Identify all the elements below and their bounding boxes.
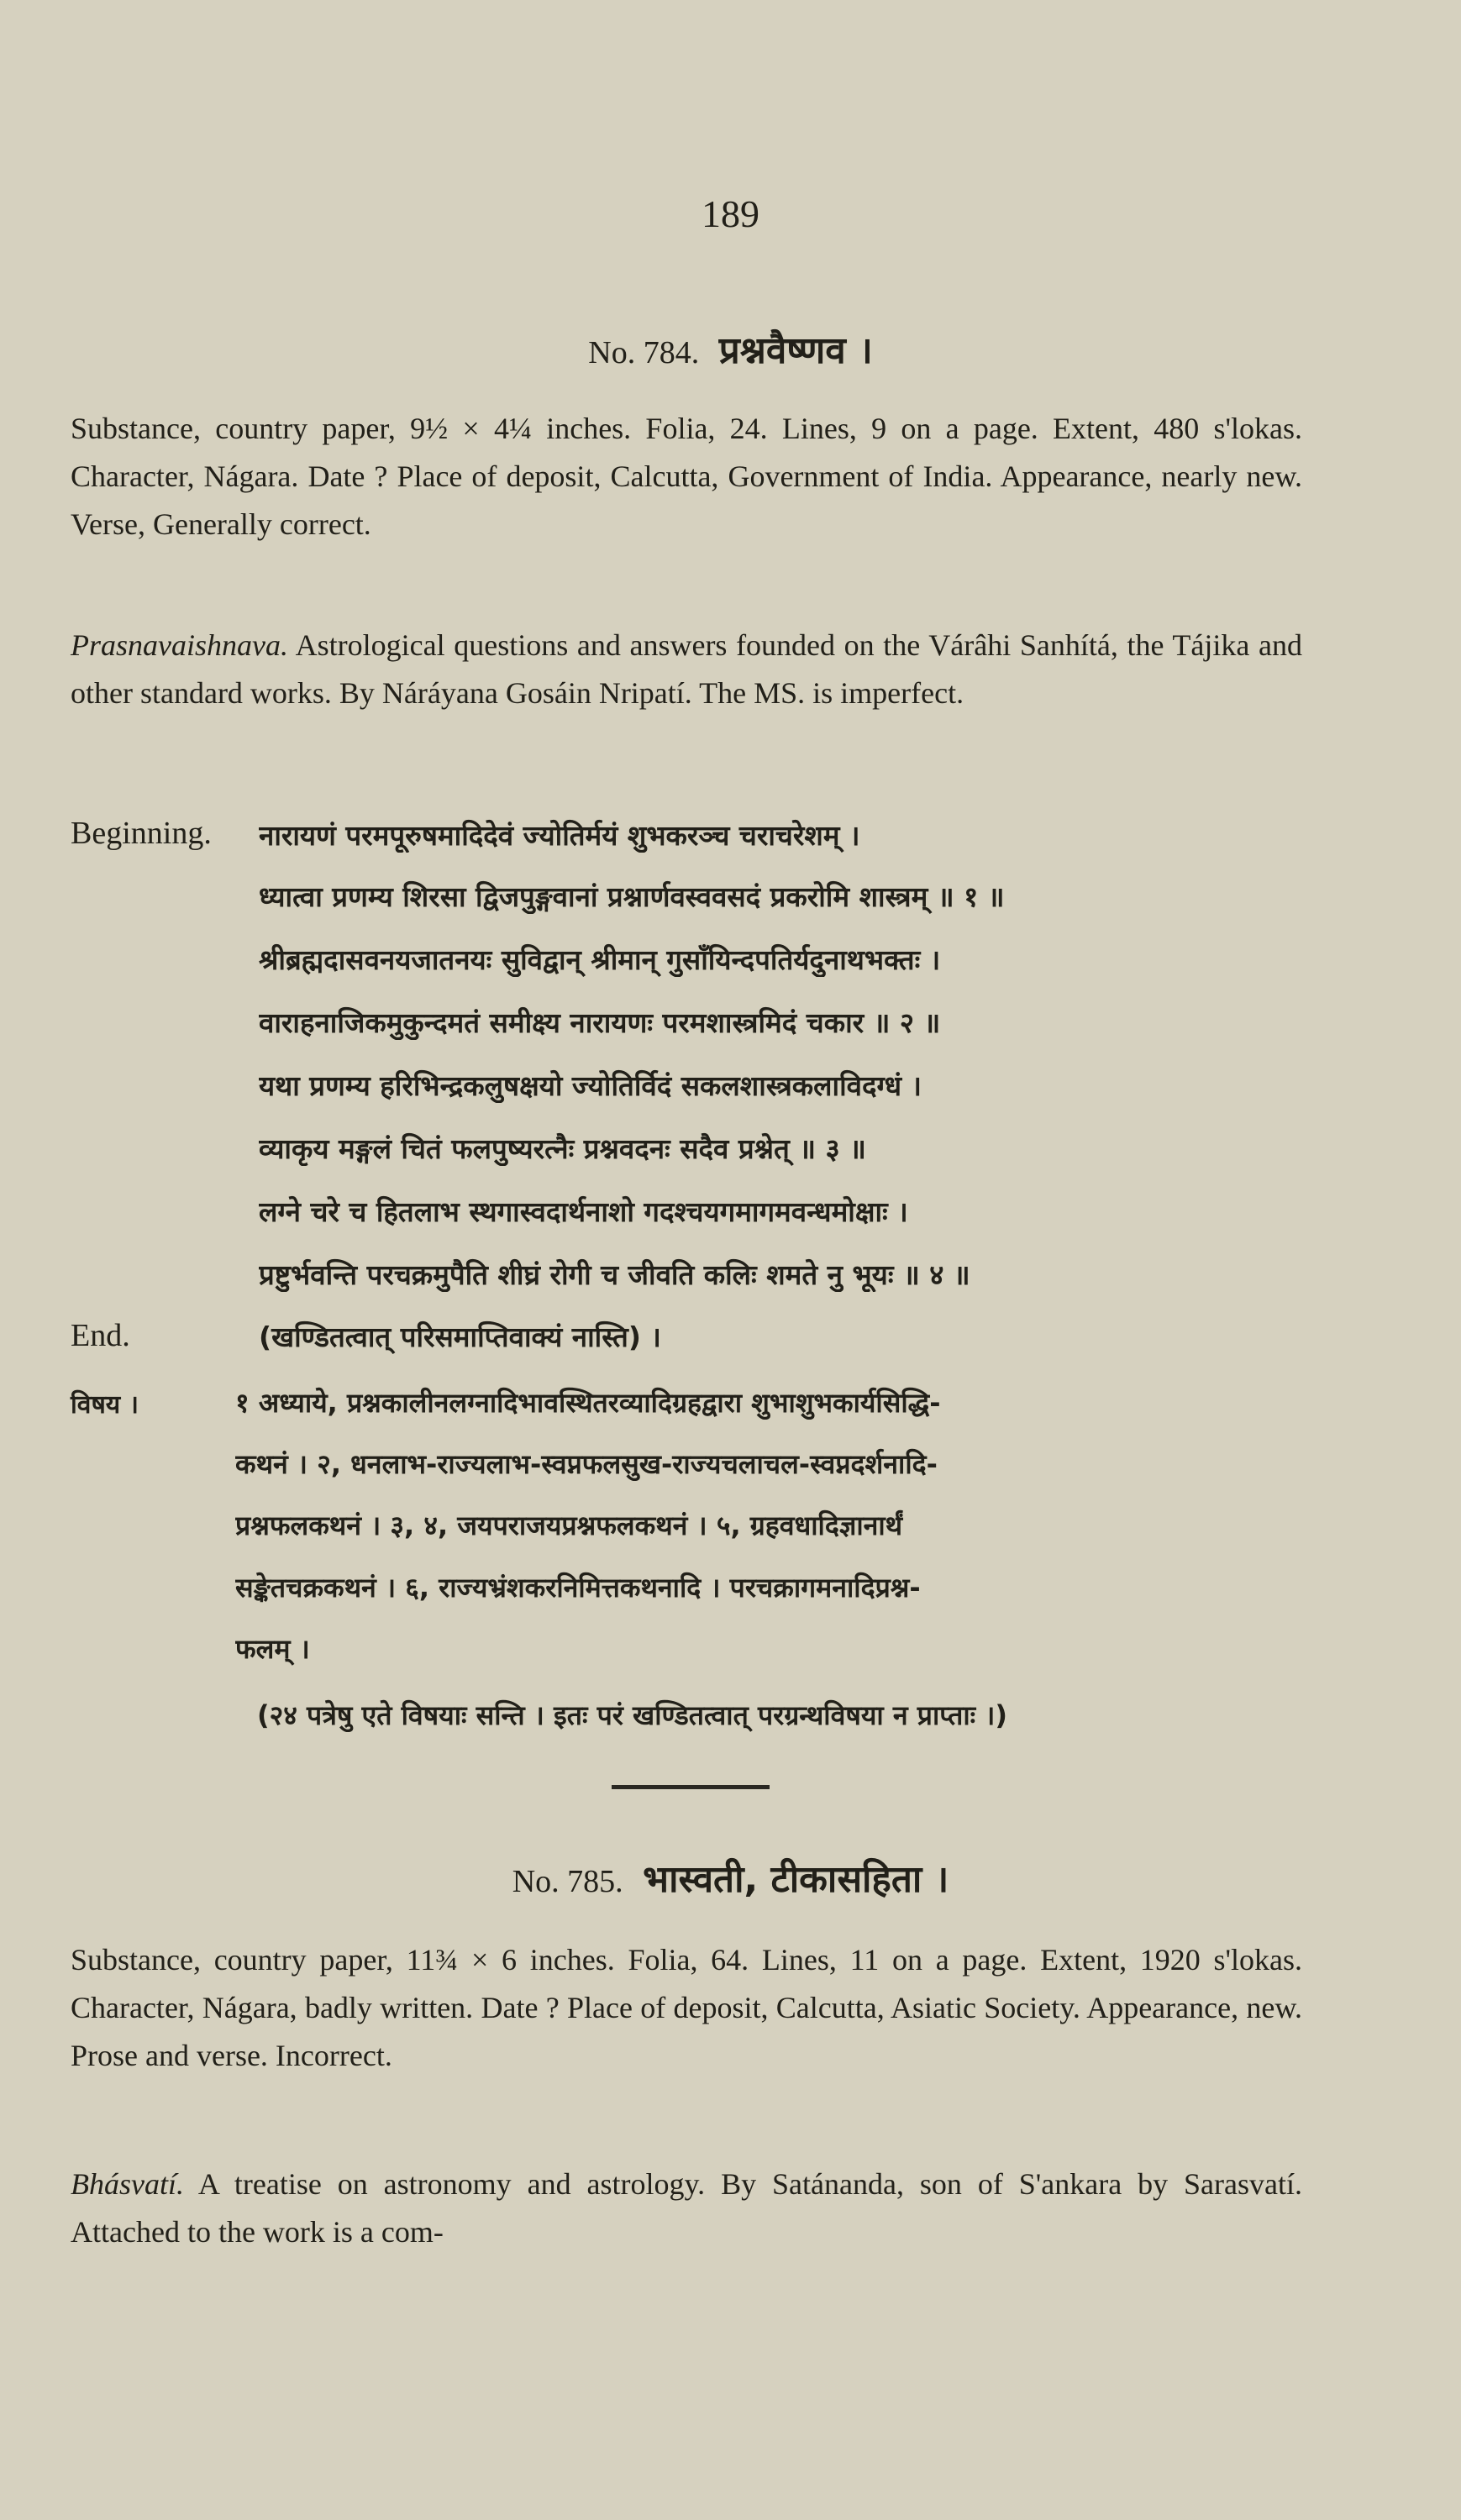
entry-784-description-text: Astrological questions and answers founded on the Várâhi Sanhítá, the Tájika and other standard works. By Náráyana Gosáin Nripatí. The MS. is imperfect. bbox=[71, 628, 1302, 710]
end-line: (खण्डितत्वात् परिसमाप्तिवाक्यं नास्ति) । bbox=[259, 1320, 661, 1353]
entry-785-number: No. 785. bbox=[512, 1864, 623, 1899]
entry-784-substance: Substance, country paper, 9½ × 4¼ inches. Folia, 24. Lines, 9 on a page. Extent, 480 s'lokas. Character, Nágara. Date ? Place of deposit, Calcutta, Government of India. Appearance, nearly new. Verse, Generally correct. bbox=[71, 412, 1302, 541]
topic-line: प्रश्नफलकथनं । ३, ४, जयपराजयप्रश्नफलकथनं । ५, ग्रहवधादिज्ञानार्थं bbox=[235, 1509, 903, 1541]
beginning-line: प्रष्टुर्भवन्ति परचक्रमुपैति शीघ्रं रोगी च जीवति कलिः शमते नु भूयः ॥ ४ ॥ bbox=[259, 1258, 970, 1291]
beginning-line: वाराहनाजिकमुकुन्दमतं समीक्ष्य नारायणः परमशास्त्रमिदं चकार ॥ २ ॥ bbox=[259, 1006, 941, 1039]
topic-line: कथनं । २, धनलाभ-राज्यलाभ-स्वप्नफलसुख-राज्यचलाचल-स्वप्नदर्शनादि- bbox=[235, 1448, 938, 1480]
entry-784-title-italic: Prasnavaishnava. bbox=[71, 628, 288, 662]
entry-785-substance: Substance, country paper, 11¾ × 6 inches. Folia, 64. Lines, 11 on a page. Extent, 1920 s'lokas. Character, Nágara, badly written. Date ? Place of deposit, Calcutta, Asiatic Society. Appearance, new. Prose and verse. Incorrect. bbox=[71, 1943, 1302, 2072]
entry-784-number: No. 784. bbox=[588, 335, 700, 370]
entry-785-description bbox=[71, 2160, 1302, 2256]
note-line: (२४ पत्रेषु एते विषयाः सन्ति । इतः परं खण्डितत्वात् परग्रन्थविषया न प्राप्ताः ।) bbox=[257, 1699, 1007, 1731]
entry-784-heading bbox=[0, 323, 1461, 374]
entry-785-description-text: A treatise on astronomy and astrology. By Satánanda, son of S'ankara by Sarasvatí. Attached to the work is a com- bbox=[71, 2167, 1302, 2249]
beginning-line: लग्ने चरे च हितलाभ स्थगास्वदार्थनाशो गदश्चयगमागमवन्धमोक्षाः । bbox=[259, 1195, 908, 1228]
topic-line: १ अध्याये, प्रश्नकालीनलग्नादिभावस्थितरव्यादिग्रहद्वारा शुभाशुभकार्यसिद्धि- bbox=[235, 1387, 941, 1419]
beginning-line: नारायणं परमपूरुषमादिदेवं ज्योतिर्मयं शुभकरञ्च चराचरेशम् । bbox=[259, 819, 860, 852]
page-number: 189 bbox=[702, 192, 759, 235]
entry-785-heading bbox=[0, 1852, 1461, 1903]
beginning-line: श्रीब्रह्मदासवनयजातनयः सुविद्वान् श्रीमान् गुसाँयिन्दपतिर्यदुनाथभक्तः । bbox=[259, 943, 941, 976]
topic-line: फलम् । bbox=[235, 1633, 310, 1665]
entry-785-title: भास्वती, टीकासहिता । bbox=[643, 1858, 949, 1901]
beginning-line: व्याकृय मङ्गलं चितं फलपुष्यरत्नैः प्रश्नवदनः सदैव प्रश्नेत् ॥ ३ ॥ bbox=[259, 1132, 866, 1165]
topic-line: सङ्केतचक्रकथनं । ६, राज्यभ्रंशकरनिमित्तकथनादि । परचक्रागमनादिप्रश्न- bbox=[235, 1572, 921, 1604]
end-label: End. bbox=[71, 1318, 130, 1353]
section-divider bbox=[612, 1785, 770, 1789]
entry-784-description bbox=[71, 622, 1302, 717]
entry-784-title: प्रश्नवैष्णव । bbox=[718, 329, 873, 372]
entry-785-title-italic: Bhásvatí. bbox=[71, 2167, 184, 2201]
beginning-label: Beginning. bbox=[71, 816, 212, 851]
topic-label: विषय । bbox=[71, 1390, 139, 1420]
beginning-line: ध्यात्वा प्रणम्य शिरसा द्विजपुङ्गवानां प्रश्नार्णवस्ववसदं प्रकरोमि शास्त्रम् ॥ १ ॥ bbox=[259, 880, 1005, 913]
beginning-line: यथा प्रणम्य हरिभिन्द्रकलुषक्षयो ज्योतिर्विदं सकलशास्त्रकलाविदग्धं । bbox=[259, 1069, 922, 1102]
